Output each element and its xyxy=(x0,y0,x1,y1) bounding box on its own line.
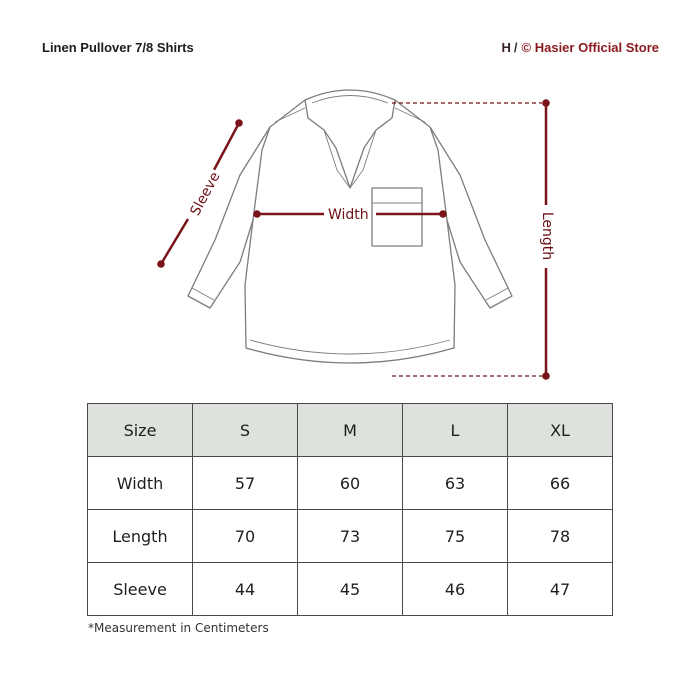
brand-store-name: © Hasier Official Store xyxy=(521,40,659,55)
table-cell: 46 xyxy=(403,563,508,616)
table-row-length xyxy=(88,510,613,563)
length-end-top xyxy=(542,99,550,107)
row-label: Sleeve xyxy=(88,563,193,616)
brand-logo-icon: H xyxy=(501,40,510,55)
product-title: Linen Pullover 7/8 Shirts xyxy=(42,40,194,55)
table-cell: 73 xyxy=(298,510,403,563)
width-end-left xyxy=(253,210,261,218)
table-cell: 44 xyxy=(193,563,298,616)
width-end-right xyxy=(439,210,447,218)
brand-separator: / xyxy=(513,40,518,55)
header-xl: XL xyxy=(508,404,613,457)
header-s: S xyxy=(193,404,298,457)
sleeve-end-top xyxy=(235,119,243,127)
length-label: Length xyxy=(539,211,556,261)
row-label: Length xyxy=(88,510,193,563)
measure-lines xyxy=(157,99,550,380)
header-size: Size xyxy=(88,404,193,457)
table-cell: 75 xyxy=(403,510,508,563)
measurement-footnote: *Measurement in Centimeters xyxy=(88,621,269,635)
sleeve-label: Sleeve xyxy=(187,169,224,219)
table-cell: 45 xyxy=(298,563,403,616)
width-label: Width xyxy=(328,207,369,223)
shirt-outline xyxy=(188,90,512,363)
header-m: M xyxy=(298,404,403,457)
table-cell: 63 xyxy=(403,457,508,510)
table-cell: 60 xyxy=(298,457,403,510)
table-header-row xyxy=(88,404,613,457)
table-cell: 66 xyxy=(508,457,613,510)
table-row-width xyxy=(88,457,613,510)
table-cell: 47 xyxy=(508,563,613,616)
length-guides xyxy=(392,103,542,376)
sleeve-line-top xyxy=(214,123,239,170)
length-end-bottom xyxy=(542,372,550,380)
table-row-sleeve xyxy=(88,563,613,616)
sleeve-line-bottom xyxy=(161,219,188,264)
row-label: Width xyxy=(88,457,193,510)
sleeve-end-bottom xyxy=(157,260,165,268)
header-l: L xyxy=(403,404,508,457)
table-cell: 57 xyxy=(193,457,298,510)
table-cell: 70 xyxy=(193,510,298,563)
table-cell: 78 xyxy=(508,510,613,563)
size-chart-table xyxy=(87,403,613,616)
